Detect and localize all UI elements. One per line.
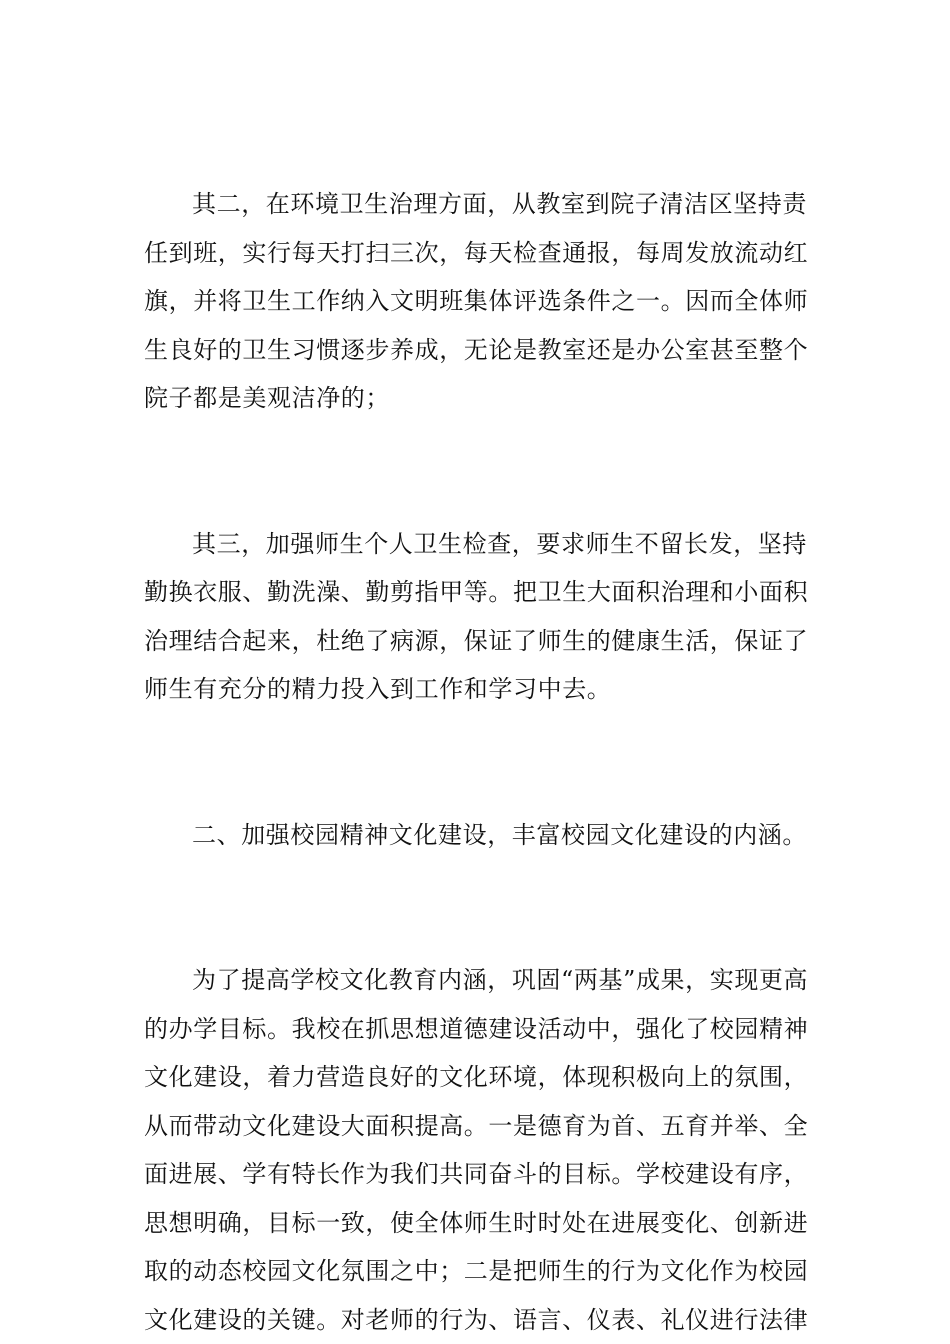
paragraph-gap [144, 423, 814, 520]
section-heading-spiritual-culture: 二、加强校园精神文化建设，丰富校园文化建设的内涵。 [192, 820, 807, 849]
paragraph-gap [144, 714, 814, 811]
paragraph-cultural-connotation: 为了提高学校文化教育内涵，巩固“两基”成果，实现更高的办学目标。我校在抓思想道德建设活动中，强化了校园精神文化建设，着力营造良好的文化环境，体现积极向上的氛围，从而带动文化建设大面积提高。一是德育为首、五育并举、全面进展、学有特长作为我们共同奋斗的目标。学校建设有序，思想明确，目标一致，使全体师生时时处在进展变化、创新进取的动态校园文化氛围之中；二是把师生的行为文化作为校园文化建设的关键。对老师的行为、语言、仪表、礼仪进行法律 [144, 966, 809, 1334]
paragraph-hygiene-management: 其二，在环境卫生治理方面，从教室到院子清洁区坚持责任到班，实行每天打扫三次，每天检查通报，每周发放流动红旗，并将卫生工作纳入文明班集体评选条件之一。因而全体师生良好的卫生习惯逐步养成，无论是教室还是办公室甚至整个院子都是美观洁净的； [144, 190, 809, 412]
paragraph-personal-hygiene: 其三，加强师生个人卫生检查，要求师生不留长发，坚持勤换衣服、勤洗澡、勤剪指甲等。把卫生大面积治理和小面积治理结合起来，杜绝了病源，保证了师生的健康生活，保证了师生有充分的精力投入到工作和学习中去。 [144, 529, 809, 703]
paragraph-gap [144, 859, 814, 956]
document-body [144, 180, 814, 1344]
